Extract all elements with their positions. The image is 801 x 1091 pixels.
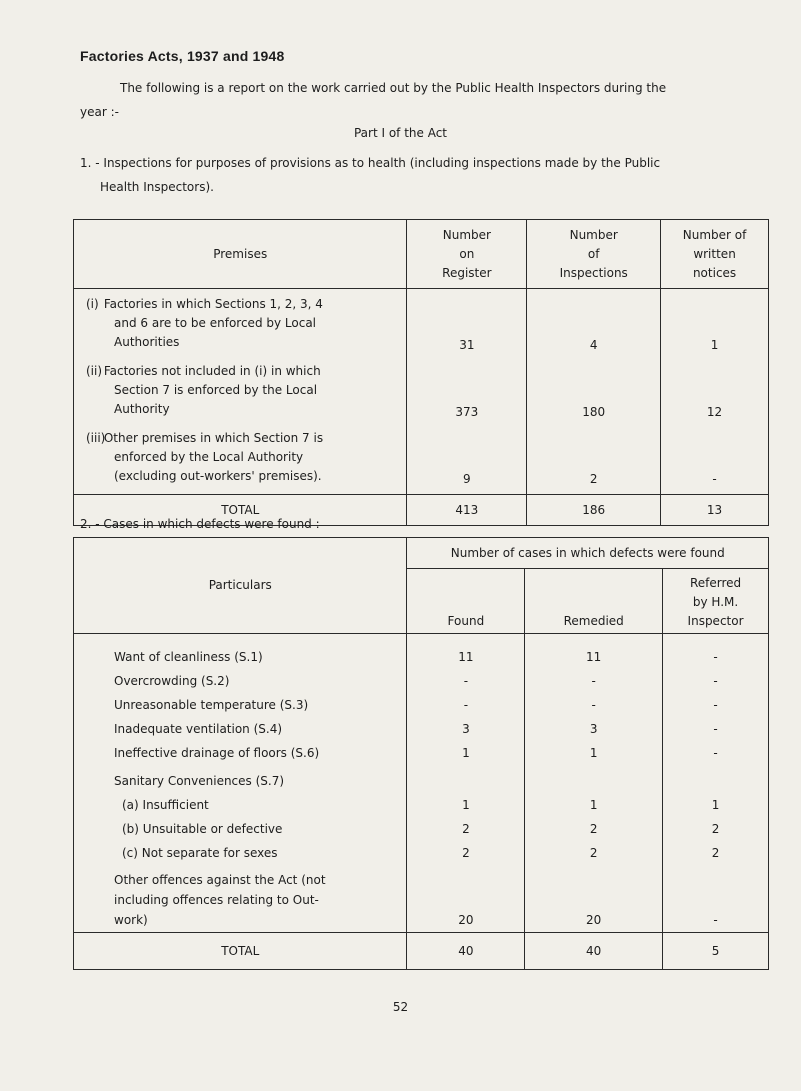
referred-cell: - <box>713 746 718 760</box>
particular-cell: (c) Not separate for sexes <box>74 836 407 860</box>
notices-cell: - <box>712 472 717 486</box>
table-row <box>74 736 769 760</box>
found-cell: 3 <box>407 712 525 736</box>
found-cell <box>407 760 525 788</box>
remedied-cell: 3 <box>525 712 663 736</box>
total-register: 413 <box>407 495 527 526</box>
total-row <box>74 933 769 970</box>
remedied-cell: 1 <box>525 736 663 760</box>
document-heading: Factories Acts, 1937 and 1948 <box>80 48 285 64</box>
register-cell: 373 <box>407 356 527 423</box>
header-group: Number of cases in which defects were found <box>407 538 769 569</box>
table-row <box>74 664 769 688</box>
found-cell: - <box>407 688 525 712</box>
intro-line-1: The following is a report on the work carried out by the Public Health Inspectors during the <box>120 81 667 95</box>
particular-cell: Want of cleanliness (S.1) <box>74 634 407 665</box>
table-row <box>74 812 769 836</box>
found-cell: 1 <box>407 788 525 812</box>
register-cell: 9 <box>407 423 527 495</box>
particular-cell: Ineffective drainage of floors (S.6) <box>74 736 407 760</box>
section-1-heading <box>80 151 770 199</box>
remedied-cell: - <box>525 688 663 712</box>
total-notices: 13 <box>661 495 769 526</box>
remedied-cell: 20 <box>525 860 663 933</box>
remedied-cell: 2 <box>525 812 663 836</box>
intro-line-2: year :- <box>80 105 119 119</box>
referred-cell: 2 <box>711 822 720 836</box>
particular-cell: Inadequate ventilation (S.4) <box>74 712 407 736</box>
found-cell: 11 <box>407 634 525 665</box>
table-row <box>74 760 769 788</box>
particular-cell: Overcrowding (S.2) <box>74 664 407 688</box>
referred-cell: - <box>713 674 718 688</box>
total-found: 40 <box>407 933 525 970</box>
header-premises: Premises <box>74 220 407 289</box>
header-remedied: Remedied <box>525 569 663 634</box>
header-found: Found <box>407 569 525 634</box>
table-header-row <box>74 538 769 569</box>
table-row <box>74 836 769 860</box>
table-row <box>74 860 769 933</box>
intro-paragraph <box>80 76 780 124</box>
total-remedied: 40 <box>525 933 663 970</box>
notices-cell: 12 <box>706 405 723 419</box>
referred-cell <box>663 760 769 788</box>
found-cell: 1 <box>407 736 525 760</box>
header-notices: Number of written notices <box>661 220 769 289</box>
referred-cell: - <box>713 650 718 664</box>
page-number: 52 <box>392 1000 409 1014</box>
register-cell: 31 <box>407 289 527 357</box>
found-cell: 20 <box>407 860 525 933</box>
premises-cell: (iii) Other premises in which Section 7 is enforced by the Local Authority (excluding out-workers' premises). <box>74 423 407 495</box>
part-heading: Part I of the Act <box>353 126 448 140</box>
table-row <box>74 712 769 736</box>
particular-cell: Other offences against the Act (not including offences relating to Out- work) <box>74 860 407 933</box>
remedied-cell: 2 <box>525 836 663 860</box>
premises-cell: (ii) Factories not included in (i) in which Section 7 is enforced by the Local Authority <box>74 356 407 423</box>
total-label: TOTAL <box>74 495 407 526</box>
header-particulars: Particulars <box>74 538 407 634</box>
defects-table <box>73 537 769 970</box>
total-referred: 5 <box>663 933 769 970</box>
table-row <box>74 634 769 665</box>
referred-cell: 2 <box>711 846 720 860</box>
inspections-cell: 180 <box>527 356 661 423</box>
header-referred: Referred by H.M. Inspector <box>663 569 769 634</box>
inspections-table <box>73 219 769 526</box>
section-2-heading: 2. - Cases in which defects were found : <box>80 517 320 531</box>
found-cell: 2 <box>407 812 525 836</box>
inspections-cell: 2 <box>527 423 661 495</box>
found-cell: - <box>407 664 525 688</box>
header-inspections: Number of Inspections <box>527 220 661 289</box>
notices-cell: 1 <box>710 338 719 352</box>
table-row <box>74 289 769 357</box>
table-row <box>74 688 769 712</box>
inspections-cell: 4 <box>527 289 661 357</box>
found-cell: 2 <box>407 836 525 860</box>
table-row <box>74 356 769 423</box>
remedied-cell: - <box>525 664 663 688</box>
particular-cell: Sanitary Conveniences (S.7) <box>74 760 407 788</box>
particular-cell: (b) Unsuitable or defective <box>74 812 407 836</box>
table-row <box>74 423 769 495</box>
referred-cell: 1 <box>711 798 720 812</box>
particular-cell: (a) Insufficient <box>74 788 407 812</box>
particular-cell: Unreasonable temperature (S.3) <box>74 688 407 712</box>
remedied-cell <box>525 760 663 788</box>
section-1-line-2: Health Inspectors). <box>100 180 214 194</box>
header-register: Number on Register <box>407 220 527 289</box>
referred-cell: - <box>713 722 718 736</box>
total-label: TOTAL <box>74 933 407 970</box>
table-header-row <box>74 220 769 289</box>
referred-cell: - <box>713 913 718 927</box>
section-1-line-1: 1. - Inspections for purposes of provisions as to health (including inspections made by the Public <box>80 156 661 170</box>
remedied-cell: 11 <box>525 634 663 665</box>
table-row <box>74 788 769 812</box>
premises-cell: (i) Factories in which Sections 1, 2, 3, 4 and 6 are to be enforced by Local Authorities <box>74 289 407 357</box>
total-inspections: 186 <box>527 495 661 526</box>
remedied-cell: 1 <box>525 788 663 812</box>
referred-cell: - <box>713 698 718 712</box>
